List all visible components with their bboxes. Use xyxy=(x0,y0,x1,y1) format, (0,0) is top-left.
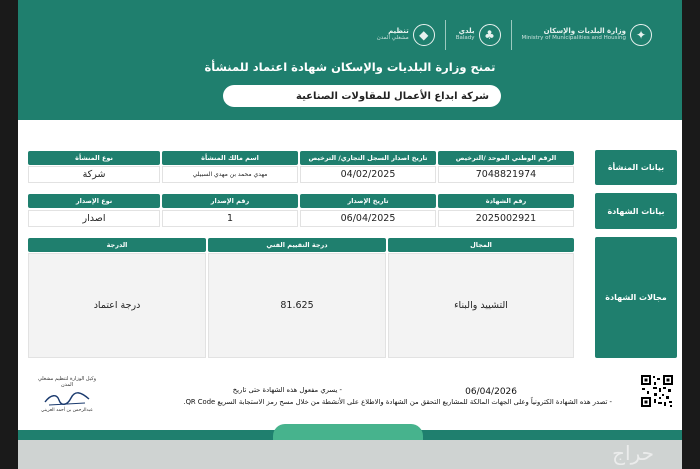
certificate-issue-type: اصدار xyxy=(28,210,160,227)
facility-owner-name: مهدي محمد بن مهدي السبيلي xyxy=(162,166,298,183)
facility-section-label: بيانات المنشأة xyxy=(595,150,677,185)
certificate-header-issue-date: تاريخ الإصدار xyxy=(300,194,436,208)
balady-logo-text: بلدي xyxy=(458,27,475,36)
certificate-header-issue-number: رقم الإصدار xyxy=(162,194,298,208)
expiry-date: 06/04/2026 xyxy=(465,387,517,397)
facility-national-number: 7048821974 xyxy=(438,166,574,183)
certificate-title: تمنح وزارة البلديات والإسكان شهادة اعتماد للمنشأة xyxy=(204,60,496,74)
logo-strip xyxy=(367,18,662,52)
fields-header-technical-score: درجة التقييم الفني xyxy=(208,238,386,252)
tanzeem-logo xyxy=(367,20,446,50)
certificate-header xyxy=(18,0,682,120)
facility-header-national-number: الرقم الوطني الموحد /الترخيص xyxy=(438,151,574,165)
field-domain-value: التشييد والبناء xyxy=(388,253,574,358)
haraj-watermark: حراج xyxy=(612,441,654,465)
balady-palm-icon: ♣ xyxy=(479,24,501,46)
certificate-section-label: بيانات الشهادة xyxy=(595,193,677,229)
company-name-pill: شركة ابداع الأعمال للمقاولات الصناعية xyxy=(223,85,501,107)
palm-emblem-icon: ✦ xyxy=(630,24,652,46)
tanzeem-logo-text: تنظيم xyxy=(388,27,409,36)
handwritten-signature-icon xyxy=(41,390,93,408)
certificate-issue-number: 1 xyxy=(162,210,298,227)
facility-header-type: نوع المنشأة xyxy=(28,151,160,165)
signature-block xyxy=(36,376,98,413)
fields-header-domain: المجال xyxy=(388,238,574,252)
facility-header-cr-date: تاريخ اصدار السجل التجاري/ الترخيص xyxy=(300,151,436,165)
validity-note: - يسري مفعول هذه الشهادة حتى تاريخ xyxy=(232,386,342,394)
qr-code-icon xyxy=(640,374,674,408)
field-technical-score-value: 81.625 xyxy=(208,253,386,358)
certificate-number: 2025002921 xyxy=(438,210,574,227)
verification-note: - تصدر هذه الشهادة الكترونياً وعلى الجهات المالكة للمشاريع التحقق من الشهادة والاطلاع على الأنشطة من خلال مسح رمز الاستجابة السريع QR Code. xyxy=(183,398,612,406)
tanzeem-logo-subtext: مشغلي المدن xyxy=(376,34,409,41)
ministry-logo-text: وزارة البلديات والإسكان xyxy=(543,27,626,36)
fields-section-label: مجالات الشهادة xyxy=(595,237,677,358)
certificate-header-issue-type: نوع الإصدار xyxy=(28,194,160,208)
balady-logo-subtext: Balady xyxy=(455,34,475,41)
balady-logo xyxy=(446,20,512,50)
ministry-logo xyxy=(512,20,662,50)
facility-cr-date: 04/02/2025 xyxy=(300,166,436,183)
facility-type: شركة xyxy=(28,166,160,183)
tanzeem-mark-icon: ◆ xyxy=(413,24,435,46)
facility-header-owner-name: اسم مالك المنشأة xyxy=(162,151,298,165)
ministry-logo-subtext: Ministry of Municipalities and Housing xyxy=(521,34,626,41)
certificate-issue-date: 06/04/2025 xyxy=(300,210,436,227)
signatory-title: وكيل الوزارة لتنظيم مشغلي المدن xyxy=(37,376,97,388)
signatory-name: عبدالرحمن بن أحمد العريني xyxy=(41,408,93,413)
certificate-header-number: رقم الشهادة xyxy=(438,194,574,208)
certificate-page xyxy=(18,0,682,469)
field-grade-value: درجة اعتماد xyxy=(28,253,206,358)
fields-header-grade: الدرجة xyxy=(28,238,206,252)
bottom-gray-strip xyxy=(18,440,682,469)
